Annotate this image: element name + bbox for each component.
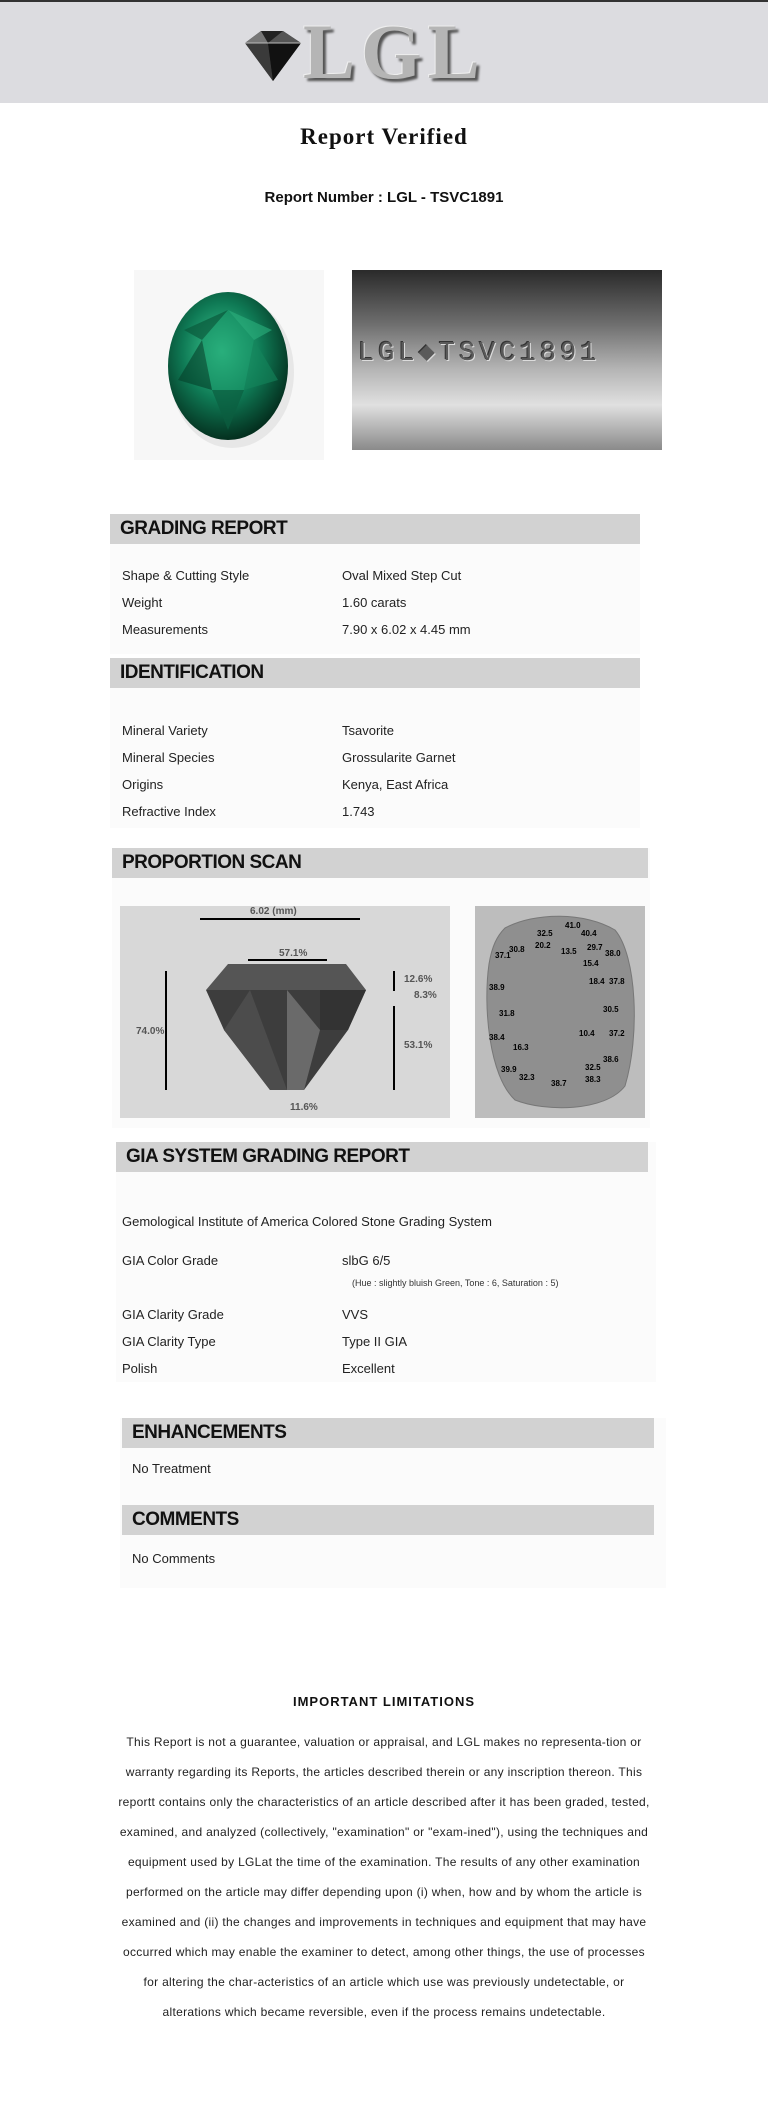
top-value: 38.3 [585, 1075, 601, 1084]
top-value: 30.5 [603, 1005, 619, 1014]
top-value: 38.6 [603, 1055, 619, 1064]
identification-label: Mineral Species [122, 750, 215, 765]
gia-label: GIA Clarity Type [122, 1334, 216, 1349]
gia-label: Polish [122, 1361, 158, 1376]
width-label: 6.02 (mm) [250, 906, 297, 917]
page-title: Report Verified [300, 124, 468, 149]
top-value: 10.4 [579, 1029, 595, 1038]
grading-value: 1.60 carats [342, 595, 407, 610]
crown2-label: 8.3% [414, 990, 437, 1001]
top-value: 41.0 [565, 921, 581, 930]
gia-color-value: slbG 6/5 [342, 1253, 391, 1268]
proportion-side-diagram [120, 906, 450, 1118]
top-value: 32.3 [519, 1073, 535, 1082]
top-value: 29.7 [587, 943, 603, 952]
identification-value: Tsavorite [342, 723, 395, 738]
proportion-scan-heading: PROPORTION SCAN [112, 848, 648, 878]
top-value: 40.4 [581, 929, 597, 938]
identification-label: Mineral Variety [122, 723, 208, 738]
limitations-heading: IMPORTANT LIMITATIONS [292, 1694, 476, 1709]
enhancements-heading: ENHANCEMENTS [122, 1418, 654, 1448]
inscription-text: LGL◆TSVC1891 [358, 339, 601, 369]
diamond-logo-icon [235, 25, 305, 85]
gemstone-image [134, 270, 324, 460]
gia-color-note: (Hue : slightly bluish Green, Tone : 6, Saturation : 5) [352, 1278, 559, 1288]
top-value: 15.4 [583, 959, 599, 968]
grading-report-heading: GRADING REPORT [110, 514, 640, 544]
identification-heading: IDENTIFICATION [110, 658, 640, 688]
logo-text: LGL [303, 8, 486, 95]
top-value: 31.8 [499, 1009, 515, 1018]
grading-label: Shape & Cutting Style [122, 568, 250, 583]
grading-value: 7.90 x 6.02 x 4.45 mm [342, 622, 471, 637]
top-value: 32.5 [585, 1063, 601, 1072]
identification-value: Kenya, East Africa [342, 777, 449, 792]
identification-label: Refractive Index [122, 804, 216, 819]
proportion-top-diagram [475, 906, 645, 1118]
limitations-text: This Report is not a guarantee, valuation or appraisal, and LGL makes no representa-tion or warranty regarding its Reports, the articles described therein or any inscription thereon. This reportt contains only the characteristics of an article described after it has been graded, tested, examined, and analyzed (collectively, "examination" or "exam-ined"), using the techniques and equipment used by LGLat the time of the examination. The results of any other examination performed on the article may differ depending upon (i) when, how and by whom the article is examined and (ii) the changes and improvements in techniques and equipment that may have occurred which may enable the examiner to detect, among other things, the use of processes for altering the char-acteristics of an article which use was previously undetectable, or alterations which became reversible, even if the process remains undetectable. [118, 1735, 650, 2019]
top-value: 16.3 [513, 1043, 529, 1052]
gia-system-text: Gemological Institute of America Colored Stone Grading System [122, 1214, 492, 1229]
inscription-image [352, 270, 662, 450]
lgl-logo[interactable] [235, 8, 486, 95]
report-number: Report Number : LGL - TSVC1891 [264, 189, 504, 206]
identification-value: 1.743 [342, 804, 375, 819]
culet-label: 11.6% [290, 1102, 318, 1113]
identification-value: Grossularite Garnet [342, 750, 456, 765]
gia-label: GIA Clarity Grade [122, 1307, 224, 1322]
identification-label: Origins [122, 777, 164, 792]
enhancements-text: No Treatment [132, 1461, 211, 1476]
gia-heading: GIA SYSTEM GRADING REPORT [116, 1142, 648, 1172]
top-value: 38.7 [551, 1079, 567, 1088]
top-value: 13.5 [561, 947, 577, 956]
top-value: 38.0 [605, 949, 621, 958]
gia-color-label: GIA Color Grade [122, 1253, 219, 1268]
top-value: 37.2 [609, 1029, 625, 1038]
top-value: 38.9 [489, 983, 505, 992]
top-value: 37.8 [609, 977, 625, 986]
top-value: 18.4 [589, 977, 605, 986]
pavilion-label: 53.1% [404, 1040, 433, 1051]
table-label: 57.1% [279, 948, 308, 959]
grading-label: Weight [122, 595, 163, 610]
grading-label: Measurements [122, 622, 208, 637]
crown-label: 12.6% [404, 974, 433, 985]
top-value: 32.5 [537, 929, 553, 938]
header-bar [0, 2, 768, 103]
top-value: 39.9 [501, 1065, 517, 1074]
top-value: 30.8 [509, 945, 525, 954]
gemstone-icon [134, 270, 324, 460]
gia-value: Excellent [342, 1361, 395, 1376]
top-value: 20.2 [535, 941, 551, 950]
comments-text: No Comments [132, 1551, 216, 1566]
depth-label: 74.0% [136, 1026, 165, 1037]
gia-value: VVS [342, 1307, 369, 1322]
comments-heading: COMMENTS [122, 1505, 654, 1535]
top-value: 37.1 [495, 951, 511, 960]
gia-value: Type II GIA [342, 1334, 408, 1349]
top-value: 38.4 [489, 1033, 505, 1042]
grading-value: Oval Mixed Step Cut [342, 568, 462, 583]
